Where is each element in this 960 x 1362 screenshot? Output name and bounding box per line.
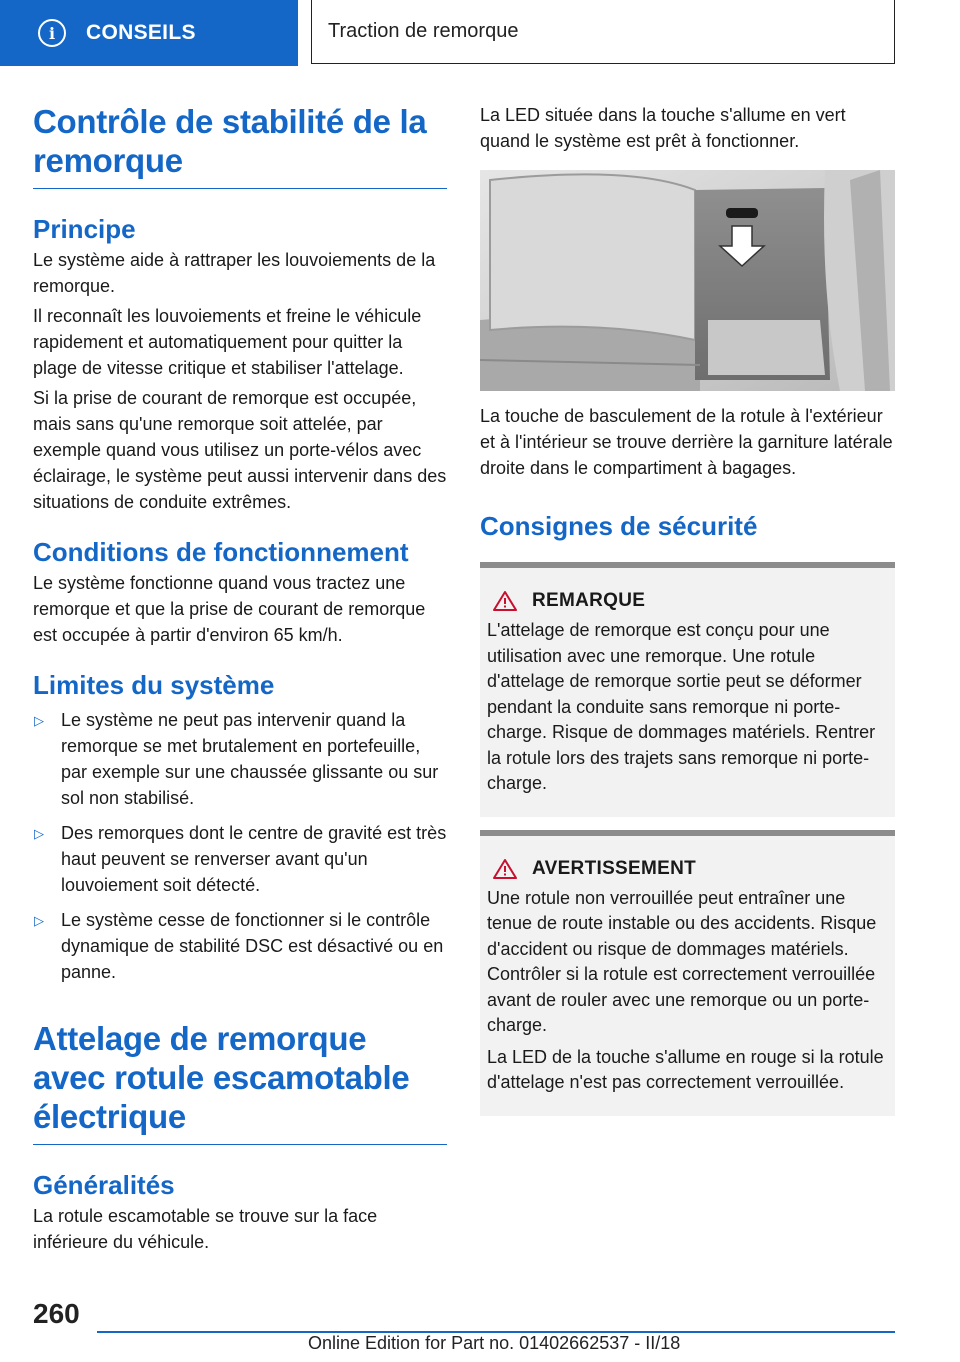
chapter-title-text: Traction de remorque [328, 20, 519, 42]
chapter-title [311, 0, 895, 64]
notice-title: AVERTISSEMENT [532, 857, 697, 879]
notice-header [487, 590, 887, 612]
footer-edition: Online Edition for Part no. 01402662537 - II/18 [308, 1333, 681, 1353]
triangle-bullet-icon: ▷ [34, 826, 44, 841]
notice-avertissement [480, 830, 895, 1116]
notice-text: La LED de la touche s'allume en rouge si la rotule d'attelage n'est pas correctement verrouillée. [487, 1046, 884, 1092]
list-item-text: Le système cesse de fonctionner si le contrôle dynamique de stabilité DSC est désactivé ou en panne. [61, 910, 444, 982]
trunk-photo-illustration [480, 170, 895, 391]
heading-stability-control: Contrôle de stabilité de la remorque [33, 102, 447, 189]
warning-triangle-icon [492, 858, 518, 880]
notice-title: REMARQUE [532, 590, 646, 611]
paragraph: Le système fonctionne quand vous tractez une remorque et que la prise de courant de remorque est occupée à partir d'environ 65 km/h. [33, 573, 426, 645]
warning-triangle-icon [492, 590, 518, 612]
paragraph: La LED située dans la touche s'allume en vert quand le système est prêt à fonctionner. [480, 105, 846, 151]
notice-text: Une rotule non verrouillée peut entraîner une tenue de route instable ou des accidents. Risque d'accident ou risque de dommages matériels. Contrôler si la rotule est correctement verrouillée avant de rouler avec une remorque ou un porte-charge. [487, 887, 877, 1035]
list-item [33, 820, 447, 898]
heading-limites: Limites du système [33, 670, 275, 700]
notice-text: L'attelage de remorque est conçu pour une utilisation avec une remorque. Une rotule d'attelage de remorque sortie peut se déformer pendant la conduite sans remorque ni porte-charge. Risque de dommages matériels. Rentrer la rotule lors des trajets sans remorque ni porte-charge. [487, 620, 876, 793]
heading-conditions: Conditions de fonctionnement [33, 537, 409, 567]
section-tab-label: CONSEILS [86, 21, 196, 44]
heading-consignes: Consignes de sécurité [480, 511, 758, 541]
right-column [480, 102, 895, 1116]
paragraph: La rotule escamotable se trouve sur la face inférieure du véhicule. [33, 1206, 378, 1252]
trunk-button-photo [480, 170, 895, 391]
triangle-bullet-icon: ▷ [34, 713, 44, 728]
paragraph: Le système aide à rattraper les louvoiements de la remorque. [33, 250, 436, 296]
info-icon: i [38, 19, 66, 47]
heading-generalites: Généralités [33, 1170, 175, 1200]
left-column [33, 102, 447, 1255]
heading-principe: Principe [33, 214, 136, 244]
notice-header [487, 858, 887, 880]
limits-list [33, 707, 447, 985]
paragraph: Il reconnaît les louvoiements et freine le véhicule rapidement et automatiquement pour quitter la plage de vitesse critique et stabiliser l'attelage. [33, 306, 422, 378]
list-item-text: Des remorques dont le centre de gravité est très haut peuvent se renverser avant qu'un louvoiement soit détecté. [61, 823, 447, 895]
list-item [33, 907, 447, 985]
notice-remarque [480, 562, 895, 817]
triangle-bullet-icon: ▷ [34, 913, 44, 928]
heading-attelage: Attelage de remorque avec rotule escamotable électrique [33, 1019, 447, 1145]
list-item-text: Le système ne peut pas intervenir quand la remorque se met brutalement en portefeuille, par exemple sur une chaussée glissante ou sur sol non stabilisé. [61, 710, 439, 808]
photo-caption: La touche de basculement de la rotule à l'extérieur et à l'intérieur se trouve derrière la garniture latérale droite dans le compartiment à bagages. [480, 406, 893, 478]
paragraph: Si la prise de courant de remorque est occupée, mais sans qu'une remorque soit attelée, par exemple quand vous utilisez un porte-vélos avec éclairage, le système peut aussi intervenir dans des situations de conduite extrêmes. [33, 388, 447, 512]
page-number: 260 [33, 1298, 80, 1329]
list-item [33, 707, 447, 811]
section-tab-conseils[interactable] [0, 0, 298, 66]
